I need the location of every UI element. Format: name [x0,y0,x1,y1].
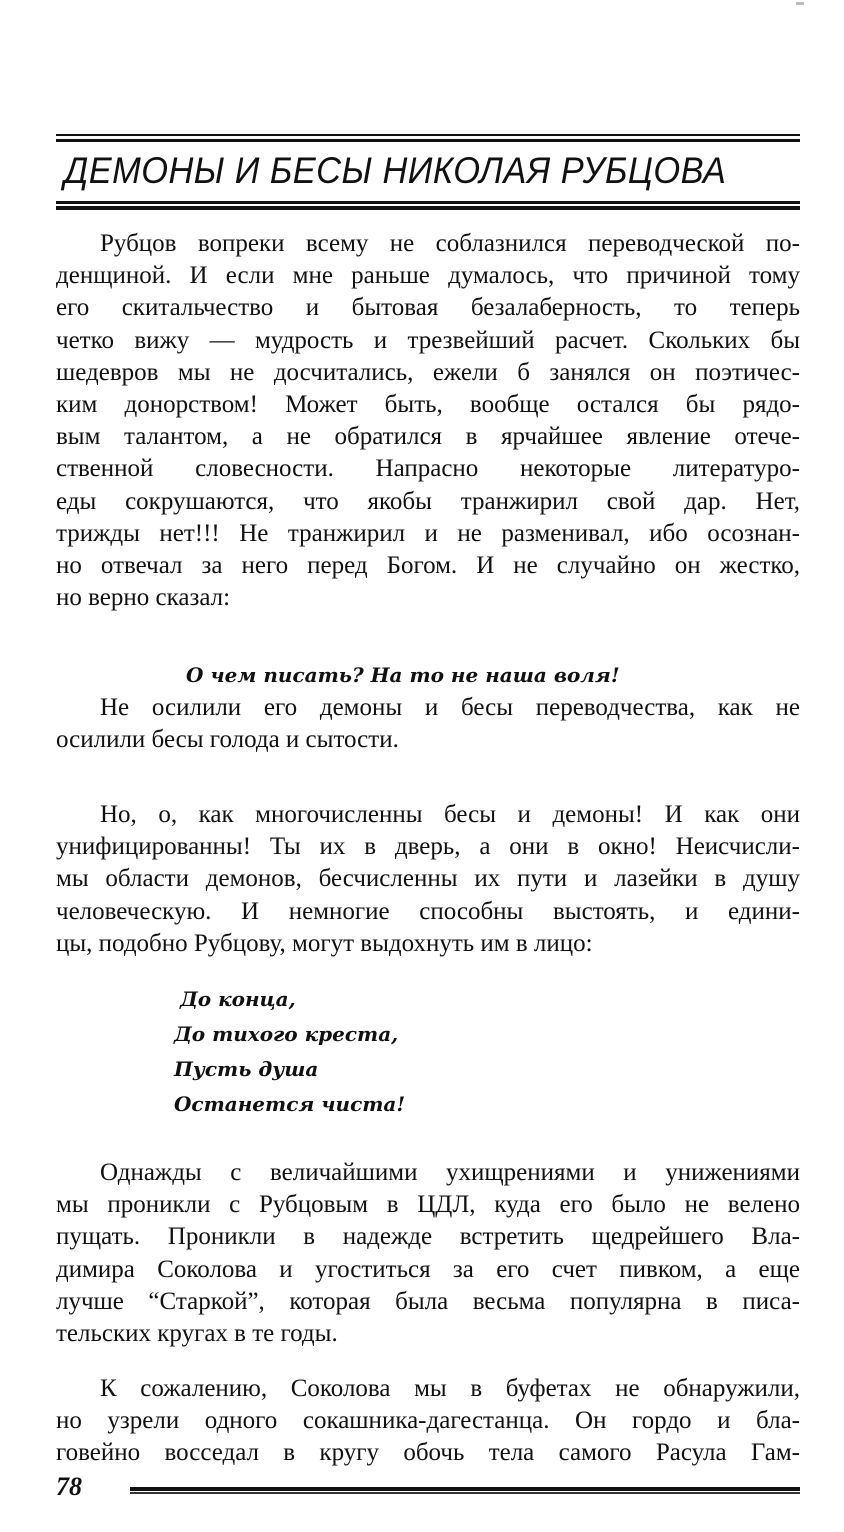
text-line: унифицированны! Ты их в дверь, а они в окно! Неисчисли- [56,833,800,861]
text-line: ственной словесности. Напрасно некоторые литературо- [56,455,800,483]
book-page [56,0,800,1532]
text-line: но верно сказал: [56,584,231,612]
text-line: говейно восседал в кругу обочь тела самого Расула Гам- [56,1439,800,1467]
text-line: трижды нет!!! Не транжирил и не разменивал, ибо осознан- [56,519,800,547]
text-line: его скитальчество и бытовая безалаберность, то теперь [56,294,800,322]
page-footer [56,1470,800,1510]
text-line: цы, подобно Рубцову, могут выдохнуть им в лицо: [56,929,593,957]
text-line: человеческую. И немногие способны выстоять, и едини- [56,897,800,925]
footer-rule-2 [130,1492,800,1494]
text-line: тельских кругах в те годы. [56,1319,338,1347]
text-line: еды сокрушаются, что якобы транжирил свой дар. Нет, [56,487,800,515]
text-line: димира Соколова и угоститься за его счет пивком, а еще [56,1255,800,1283]
header-rule-top-2 [56,139,800,142]
text-line: пущать. Проникли в надежде встретить щедрейшего Вла- [56,1223,800,1251]
paragraph-1 [56,228,800,614]
header-rule-bottom-2 [56,206,800,210]
text-line: вым талантом, а не обратился в ярчайшее явление отече- [56,423,800,451]
paragraph-2 [56,692,800,756]
paragraph-3 [56,799,800,960]
header-rule-bottom [56,201,800,204]
text-line: шедевров мы не досчитались, ежели б занялся он поэтичес- [56,358,800,386]
text-line: мы проникли с Рубцовым в ЦДЛ, куда его было не велено [56,1191,800,1219]
text-line: но узрели одного сокашника-дагестанца. Он гордо и бла- [56,1407,800,1435]
text-line: мы области демонов, бесчисленны их пути и лазейки в душу [56,865,800,893]
footer-rule [130,1487,800,1491]
text-line: денщиной. И если мне раньше думалось, что причиной тому [56,262,800,290]
text-line: К сожалению, Соколова мы в буфетах не обнаружили, [100,1375,800,1402]
text-line: четко вижу — мудрость и трезвейший расчет. Скольких бы [56,326,800,354]
text-line: Однажды с величайшими ухищрениями и унижениями [100,1159,800,1186]
text-line: Не осилили его демоны и бесы переводчества, как не [100,694,800,721]
verse-line: Останется чиста! [174,1092,406,1116]
quote-line: О чем писать? На то не наша воля! [186,663,620,687]
text-line: Но, о, как многочисленны бесы и демоны! И как они [100,801,800,828]
verse-line: До конца, [180,987,296,1011]
paragraph-5 [56,1373,800,1470]
verse-quote [174,982,405,1122]
text-line: ким донорством! Может быть, вообще остался бы рядо- [56,390,800,418]
verse-line: Пусть душа [174,1057,319,1081]
text-line: осилили бесы голода и сытости. [56,726,399,754]
text-line: лучше “Старкой”, которая была весьма популярна в писа- [56,1287,800,1315]
page-number: 78 [56,1472,82,1501]
text-line: Рубцов вопреки всему не соблазнился переводческой по- [100,230,800,257]
verse-line: До тихого креста, [174,1022,399,1046]
chapter-title: ДЕМОНЫ И БЕСЫ НИКОЛАЯ РУБЦОВА [64,150,727,191]
header-rule-top [56,134,800,136]
paragraph-4 [56,1157,800,1350]
text-line: но отвечал за него перед Богом. И не случайно он жестко, [56,551,800,579]
